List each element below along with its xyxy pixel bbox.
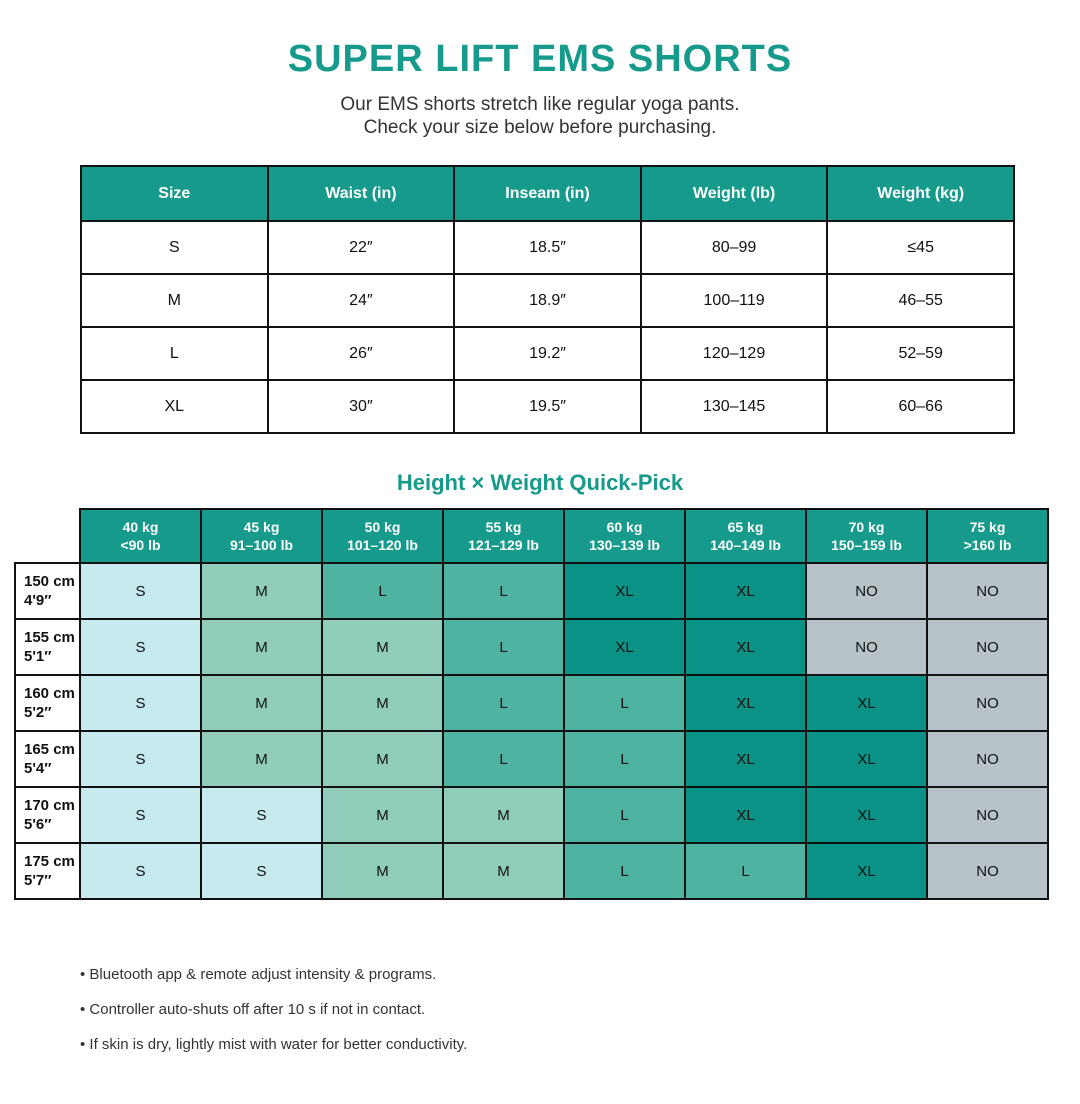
matrix-weight-column-header <box>322 509 443 563</box>
height-cm-label: 170 cm <box>24 797 75 814</box>
matrix-size-cell: M <box>322 731 443 787</box>
weight-kg-label: 45 kg <box>243 519 280 535</box>
size-chart-cell: 130–145 <box>641 380 828 433</box>
weight-lb-label: 140–149 lb <box>710 537 781 553</box>
weight-kg-label: 60 kg <box>606 519 643 535</box>
matrix-weight-column-header <box>443 509 564 563</box>
matrix-size-cell: XL <box>564 563 685 619</box>
matrix-row <box>15 731 1048 787</box>
weight-lb-label: >160 lb <box>963 537 1012 553</box>
matrix-size-cell: S <box>201 843 322 899</box>
height-cm-label: 175 cm <box>24 853 75 870</box>
matrix-size-cell: L <box>564 675 685 731</box>
size-chart-cell: 18.9″ <box>454 274 641 327</box>
page-subtitle <box>0 93 1080 139</box>
matrix-size-cell: XL <box>806 731 927 787</box>
matrix-size-cell: M <box>201 731 322 787</box>
size-chart-cell: 18.5″ <box>454 221 641 274</box>
height-weight-matrix-table <box>14 508 1049 900</box>
size-chart-table <box>80 165 1015 434</box>
matrix-weight-column-header <box>927 509 1048 563</box>
matrix-size-cell: M <box>322 843 443 899</box>
matrix-size-cell: L <box>443 619 564 675</box>
matrix-size-cell: NO <box>927 787 1048 843</box>
notes-list <box>80 966 1080 1053</box>
note-item: • If skin is dry, lightly mist with water for better conductivity. <box>80 1036 468 1053</box>
matrix-size-cell: S <box>80 563 201 619</box>
matrix-header-row <box>15 509 1048 563</box>
matrix-size-cell: S <box>80 843 201 899</box>
size-chart-cell: L <box>81 327 268 380</box>
matrix-size-cell: XL <box>806 675 927 731</box>
height-ft-label: 5'7″ <box>24 872 52 889</box>
weight-kg-label: 75 kg <box>969 519 1006 535</box>
size-chart-column-header: Weight (kg) <box>827 166 1014 221</box>
matrix-size-cell: NO <box>927 731 1048 787</box>
size-chart-cell: 30″ <box>268 380 455 433</box>
matrix-size-cell: L <box>443 563 564 619</box>
size-chart-cell: 60–66 <box>827 380 1014 433</box>
matrix-size-cell: L <box>564 843 685 899</box>
matrix-row <box>15 563 1048 619</box>
matrix-size-cell: NO <box>806 563 927 619</box>
size-chart-body <box>81 221 1014 433</box>
height-ft-label: 5'6″ <box>24 816 52 833</box>
weight-kg-label: 50 kg <box>364 519 401 535</box>
matrix-size-cell: XL <box>564 619 685 675</box>
matrix-size-cell: L <box>443 731 564 787</box>
height-ft-label: 4'9″ <box>24 592 52 609</box>
matrix-height-row-header <box>15 563 80 619</box>
matrix-row <box>15 843 1048 899</box>
matrix-size-cell: M <box>443 843 564 899</box>
matrix-height-row-header <box>15 619 80 675</box>
size-chart-column-header: Inseam (in) <box>454 166 641 221</box>
matrix-height-row-header <box>15 675 80 731</box>
matrix-size-cell: L <box>564 787 685 843</box>
weight-kg-label: 55 kg <box>485 519 522 535</box>
matrix-row <box>15 619 1048 675</box>
matrix-size-cell: XL <box>685 787 806 843</box>
matrix-size-cell: M <box>322 619 443 675</box>
matrix-size-cell: L <box>322 563 443 619</box>
height-ft-label: 5'2″ <box>24 704 52 721</box>
size-chart-cell: M <box>81 274 268 327</box>
matrix-size-cell: NO <box>927 675 1048 731</box>
matrix-weight-column-header <box>201 509 322 563</box>
quick-pick-heading: Height × Weight Quick-Pick <box>396 470 684 495</box>
height-ft-label: 5'4″ <box>24 760 52 777</box>
matrix-size-cell: M <box>201 619 322 675</box>
weight-lb-label: <90 lb <box>120 537 161 553</box>
matrix-corner-cell <box>15 509 80 563</box>
subtitle-line-1: Our EMS shorts stretch like regular yoga pants. <box>340 94 740 115</box>
height-cm-label: 155 cm <box>24 629 75 646</box>
page-title: SUPER LIFT EMS SHORTS <box>287 38 793 80</box>
matrix-size-cell: XL <box>685 731 806 787</box>
size-chart-cell: 26″ <box>268 327 455 380</box>
size-chart-cell: 19.5″ <box>454 380 641 433</box>
subtitle-line-2: Check your size below before purchasing. <box>363 117 717 138</box>
size-chart-column-header: Waist (in) <box>268 166 455 221</box>
size-chart-cell: 100–119 <box>641 274 828 327</box>
size-chart-cell: 24″ <box>268 274 455 327</box>
matrix-size-cell: XL <box>806 843 927 899</box>
matrix-size-cell: NO <box>927 619 1048 675</box>
weight-lb-label: 101–120 lb <box>347 537 418 553</box>
weight-kg-label: 70 kg <box>848 519 885 535</box>
matrix-size-cell: XL <box>685 675 806 731</box>
size-chart-row <box>81 274 1014 327</box>
height-cm-label: 160 cm <box>24 685 75 702</box>
weight-lb-label: 91–100 lb <box>229 537 294 553</box>
matrix-body <box>15 563 1048 899</box>
matrix-size-cell: S <box>80 619 201 675</box>
matrix-weight-column-header <box>685 509 806 563</box>
height-cm-label: 165 cm <box>24 741 75 758</box>
size-chart-row <box>81 221 1014 274</box>
matrix-size-cell: M <box>201 675 322 731</box>
size-chart-cell: 120–129 <box>641 327 828 380</box>
matrix-weight-column-header <box>564 509 685 563</box>
weight-lb-label: 130–139 lb <box>589 537 660 553</box>
size-chart-cell: 80–99 <box>641 221 828 274</box>
size-chart-cell: 19.2″ <box>454 327 641 380</box>
matrix-size-cell: XL <box>806 787 927 843</box>
size-chart-row <box>81 380 1014 433</box>
note-item: • Controller auto-shuts off after 10 s if not in contact. <box>80 1001 426 1018</box>
matrix-size-cell: S <box>80 731 201 787</box>
size-chart-cell: 22″ <box>268 221 455 274</box>
weight-kg-label: 65 kg <box>727 519 764 535</box>
size-chart-cell: S <box>81 221 268 274</box>
size-chart-header-row <box>81 166 1014 221</box>
height-ft-label: 5'1″ <box>24 648 52 665</box>
matrix-height-row-header <box>15 731 80 787</box>
matrix-weight-column-header <box>80 509 201 563</box>
matrix-size-cell: M <box>443 787 564 843</box>
matrix-size-cell: S <box>201 787 322 843</box>
matrix-size-cell: M <box>201 563 322 619</box>
matrix-size-cell: NO <box>806 619 927 675</box>
size-chart-row <box>81 327 1014 380</box>
height-cm-label: 150 cm <box>24 573 75 590</box>
note-item: • Bluetooth app & remote adjust intensity & programs. <box>80 966 437 983</box>
matrix-size-cell: NO <box>927 843 1048 899</box>
matrix-size-cell: NO <box>927 563 1048 619</box>
weight-lb-label: 121–129 lb <box>468 537 539 553</box>
matrix-size-cell: XL <box>685 619 806 675</box>
matrix-size-cell: M <box>322 787 443 843</box>
matrix-height-row-header <box>15 843 80 899</box>
matrix-header-row <box>15 509 1048 563</box>
matrix-height-row-header <box>15 787 80 843</box>
matrix-row <box>15 675 1048 731</box>
size-chart-header-row <box>81 166 1014 221</box>
size-chart-cell: ≤45 <box>827 221 1014 274</box>
size-chart-cell: 46–55 <box>827 274 1014 327</box>
matrix-size-cell: L <box>564 731 685 787</box>
size-chart-column-header: Weight (lb) <box>641 166 828 221</box>
matrix-size-cell: S <box>80 787 201 843</box>
matrix-size-cell: L <box>685 843 806 899</box>
matrix-size-cell: L <box>443 675 564 731</box>
matrix-size-cell: XL <box>685 563 806 619</box>
size-chart-cell: 52–59 <box>827 327 1014 380</box>
matrix-size-cell: S <box>80 675 201 731</box>
size-chart-cell: XL <box>81 380 268 433</box>
matrix-size-cell: M <box>322 675 443 731</box>
size-chart-column-header: Size <box>81 166 268 221</box>
matrix-row <box>15 787 1048 843</box>
weight-lb-label: 150–159 lb <box>831 537 902 553</box>
weight-kg-label: 40 kg <box>122 519 159 535</box>
matrix-weight-column-header <box>806 509 927 563</box>
